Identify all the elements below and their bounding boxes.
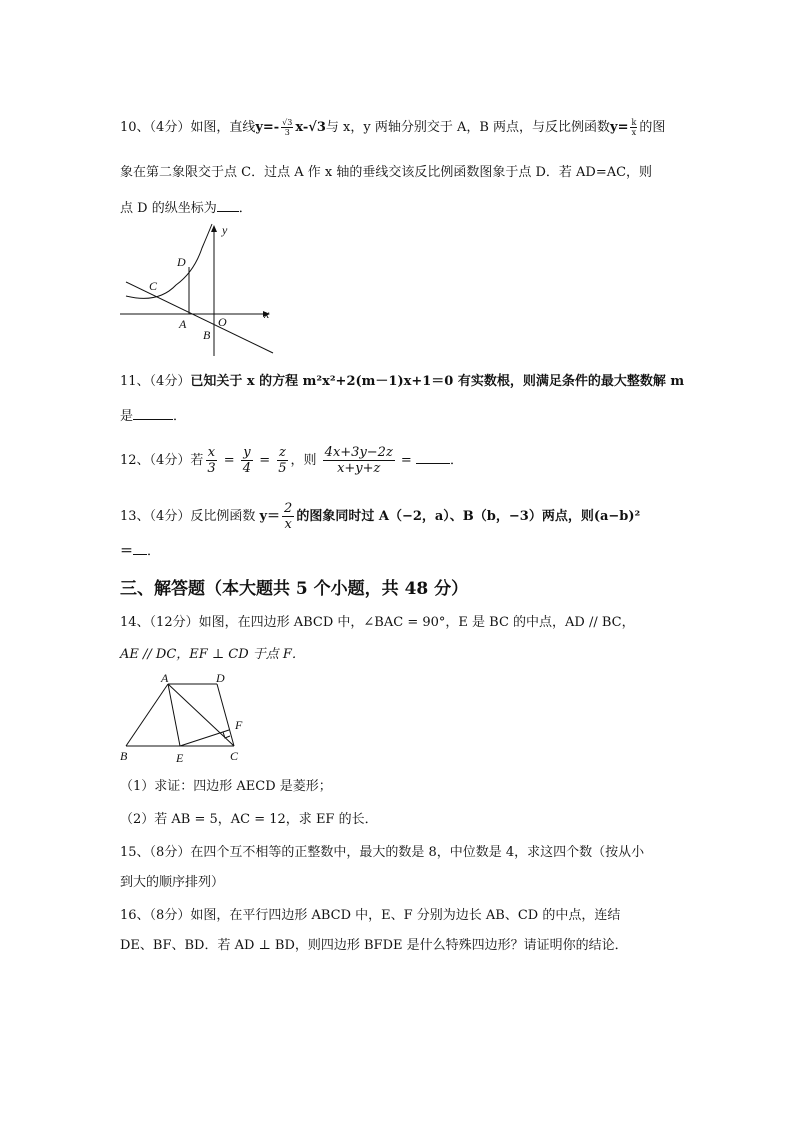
q15-number: 15、（8分） bbox=[120, 845, 191, 860]
q10-fraction: $\frac{√3}{3}$ bbox=[282, 118, 293, 137]
q10-line-3 bbox=[120, 197, 252, 219]
label-f: F bbox=[235, 718, 243, 732]
q11-text: 已知关于 x 的方程 m²x²+2(m－1)x+1＝0 有实数根，则满足条件的最大整数解 m bbox=[190, 374, 685, 389]
q13-answer-blank[interactable] bbox=[133, 540, 147, 555]
q16-line-1-text: 如图，在平行四边形 ABCD 中，E、F 分别为边长 AB、CD 的中点，连结 bbox=[190, 908, 621, 923]
q12-frac-expression: $\frac{4x+3y-2z}{x+y+z}$ bbox=[324, 445, 393, 476]
q13-fraction: $\frac{2}{x}$ bbox=[284, 501, 293, 532]
q11-number: 11、（4分） bbox=[120, 374, 191, 389]
q16-line-2: DE、BF、BD．若 AD ⊥ BD，则四边形 BFDE 是什么特殊四边形？请证明你的结论． bbox=[120, 938, 628, 953]
q12-end: ． bbox=[449, 453, 463, 468]
label-d: D bbox=[216, 672, 225, 685]
q13-number: 13、（4分） bbox=[120, 509, 191, 524]
q14-number: 14、（12分） bbox=[120, 615, 199, 630]
edge-ef bbox=[180, 730, 229, 746]
label-c: C bbox=[230, 749, 239, 763]
section-3-heading: 三、解答题（本大题共 5 个小题，共 48 分） bbox=[120, 579, 469, 599]
q13-eq: y＝ bbox=[259, 509, 281, 524]
label-c: C bbox=[149, 279, 158, 293]
q13-line-2 bbox=[120, 540, 160, 562]
label-o: O bbox=[218, 315, 227, 329]
q11-line-2-text: 是 bbox=[120, 409, 134, 424]
q12-frac-z5: $\frac{z}{5}$ bbox=[278, 445, 287, 476]
q12-mid: ，则 bbox=[290, 453, 317, 468]
q11-line-2-end: ． bbox=[173, 409, 187, 424]
q10-answer-blank[interactable] bbox=[217, 197, 239, 212]
label-e: E bbox=[176, 751, 184, 765]
label-b: B bbox=[120, 749, 128, 763]
label-a: A bbox=[179, 317, 187, 331]
q11-answer-blank[interactable] bbox=[133, 405, 173, 420]
label-d: D bbox=[177, 255, 186, 269]
q16-number: 16、（8分） bbox=[120, 908, 191, 923]
q12-number: 12、（4分）若 bbox=[120, 453, 204, 468]
q13-line-2-text: ＝ bbox=[120, 544, 134, 559]
edge-ab bbox=[126, 684, 168, 746]
q12-frac-x3: $\frac{x}{3}$ bbox=[207, 445, 216, 476]
edge-dc bbox=[217, 684, 234, 746]
q12-answer-blank[interactable] bbox=[416, 449, 450, 464]
q10-figure bbox=[118, 222, 278, 357]
label-a: A bbox=[161, 672, 169, 685]
q14-sub-2: （2）若 AB = 5，AC = 12，求 EF 的长． bbox=[120, 812, 378, 827]
q15-line-1-text: 在四个互不相等的正整数中，最大的数是 8，中位数是 4，求这四个数（按从小 bbox=[190, 845, 645, 860]
q14-line-1-text: 如图，在四边形 ABCD 中，∠BAC = 90°，E 是 BC 的中点，AD // BC， bbox=[198, 615, 635, 630]
q11-line-2 bbox=[120, 405, 186, 427]
q10-number: 10、（4分）如图，直线 bbox=[120, 120, 256, 135]
q10-eq2-prefix: y= bbox=[610, 120, 629, 135]
q10-line-1 bbox=[120, 118, 665, 138]
q15-line-1 bbox=[120, 843, 644, 863]
q10-fraction-2: $\frac{k}{x}$ bbox=[631, 118, 637, 137]
q15-line-2: 到大的顺序排列） bbox=[120, 875, 225, 890]
hyperbola bbox=[126, 224, 212, 298]
q14-line-1 bbox=[120, 613, 635, 633]
q13-line-1 bbox=[120, 500, 640, 534]
q10-text-mid: 与 x，y 两轴分别交于 A，B 两点，与反比例函数 bbox=[325, 120, 611, 135]
q11-line-1 bbox=[120, 372, 684, 392]
q12-frac-y4: $\frac{y}{4}$ bbox=[242, 445, 252, 476]
q13-text-a: 反比例函数 bbox=[190, 509, 256, 524]
label-x: x bbox=[264, 307, 270, 321]
q12-line: 12、（4分）若 $\frac{x}{3}$ = $\frac{y}{4}$ = $\frac{z}{5}$ ，则 $\frac{4x+3y-2z}{x+y+z}$ = ． bbox=[120, 445, 463, 476]
q13-text-b: 的图象同时过 A（−2，a）、B（b，−3）两点，则(a−b)² bbox=[296, 509, 641, 524]
q13-line-2-end: ． bbox=[147, 544, 161, 559]
y-axis-arrow bbox=[211, 225, 217, 232]
label-b: B bbox=[203, 328, 211, 342]
q10-eq-mid: x-√3 bbox=[295, 120, 326, 135]
q16-line-1 bbox=[120, 906, 620, 926]
q10-text-end: 的图 bbox=[639, 120, 666, 135]
q10-eq-prefix: y=- bbox=[255, 120, 280, 135]
q10-line-3-end: ． bbox=[238, 201, 252, 216]
q10-line-2: 象在第二象限交于点 C．过点 A 作 x 轴的垂线交该反比例函数图象于点 D．若 AD=AC，则 bbox=[120, 165, 653, 180]
label-y: y bbox=[222, 223, 228, 237]
q14-figure bbox=[116, 672, 256, 767]
q14-line-2: AE // DC，EF ⊥ CD 于点 F． bbox=[120, 647, 305, 662]
q10-line-3-text: 点 D 的纵坐标为 bbox=[120, 201, 217, 216]
q14-sub-1: （1）求证：四边形 AECD 是菱形； bbox=[120, 779, 332, 794]
